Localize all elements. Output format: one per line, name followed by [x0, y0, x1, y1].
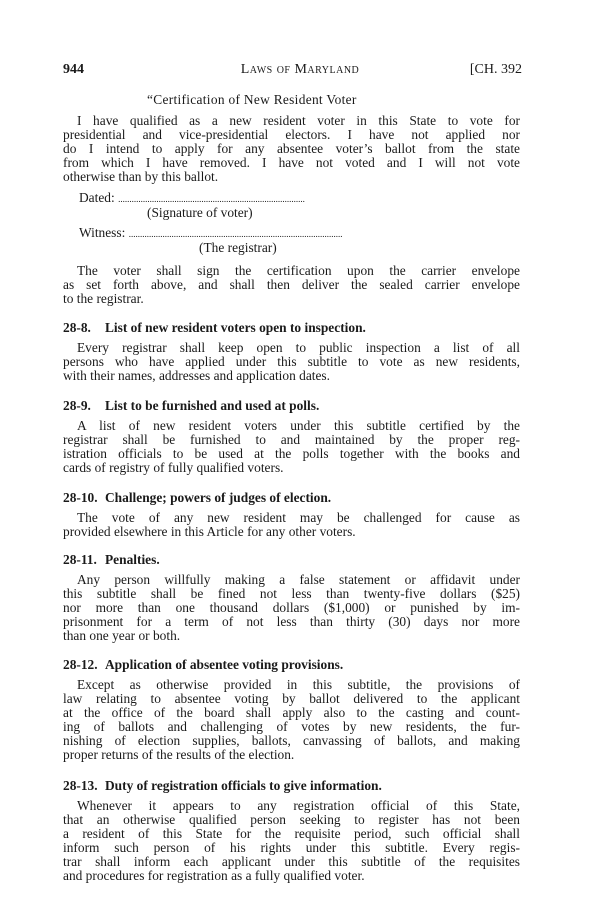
text-line: this subtitle shall be fined not less than twenty-five dollars ($25): [63, 587, 520, 601]
text-line: as set forth above, and shall then deliver the sealed carrier envelope: [63, 278, 520, 292]
text-line: Except as otherwise provided in this subtitle, the provisions of: [77, 678, 520, 692]
section-title: List to be furnished and used at polls.: [105, 398, 320, 413]
text-line: I have qualified as a new resident voter in this State to vote for: [77, 114, 520, 128]
signature-caption: (Signature of voter): [147, 206, 253, 220]
section-heading: [63, 320, 520, 336]
text-line: Every registrar shall keep open to public inspection a list of all: [77, 341, 520, 355]
section-title: Challenge; powers of judges of election.: [105, 490, 332, 505]
text-line: ing of ballots and challenging of votes by new residents, the fur-: [63, 720, 520, 734]
section-number: 28-11.: [63, 552, 97, 567]
text-line: Whenever it appears to any registration official of this State,: [77, 799, 520, 813]
registrar-caption: (The registrar): [199, 241, 277, 255]
text-line: presidential and vice-presidential electors. I have not applied nor: [63, 128, 520, 142]
text-line: istration officials to be used at the polls together with the books and: [63, 447, 520, 461]
dated-line: [63, 191, 520, 205]
dated-label: Dated:: [79, 191, 115, 205]
section-body: [63, 341, 520, 383]
text-line: persons who have applied under this subtitle to vote as new residents,: [63, 355, 520, 369]
voter-paragraph: [63, 264, 520, 306]
text-line: The voter shall sign the certification upon the carrier envelope: [77, 264, 520, 278]
text-line: cards of registry of fully qualified voters.: [63, 461, 284, 475]
witness-label: Witness:: [79, 226, 126, 240]
section-heading: [63, 552, 520, 568]
section-body: [63, 511, 520, 539]
section-28-10: [63, 490, 520, 539]
section-28-11: [63, 552, 520, 643]
text-line: prisonment for a term of not less than thirty (30) days nor more: [63, 615, 520, 629]
section-number: 28-12.: [63, 657, 98, 672]
section-heading: [63, 490, 520, 506]
text-line: registrar shall be furnished to and maintained by the proper reg-: [63, 433, 520, 447]
certification-block: [63, 93, 520, 255]
section-title: List of new resident voters open to inspection.: [105, 320, 366, 335]
text-line: to the registrar.: [63, 292, 144, 306]
text-line: A list of new resident voters under this subtitle certified by the: [77, 419, 520, 433]
section-number: 28-10.: [63, 490, 98, 505]
section-28-9: [63, 398, 520, 475]
section-number: 28-8.: [63, 320, 91, 335]
text-line: a resident of this State for the requisite period, such official shall: [63, 827, 520, 841]
section-heading: [63, 657, 520, 673]
section-body: [63, 419, 520, 475]
text-line: from which I have removed. I have not voted and I will not vote: [63, 156, 520, 170]
text-line: do I intend to apply for any absentee voter’s ballot from the state: [63, 142, 520, 156]
section-number: 28-9.: [63, 398, 91, 413]
page-number: 944: [63, 62, 84, 77]
text-line: trar shall inform each applicant under this subtitle of the requisites: [63, 855, 520, 869]
section-body: [63, 573, 520, 643]
dated-dots: ...................................................................................: [118, 194, 305, 204]
text-line: The vote of any new resident may be challenged for cause as: [77, 511, 520, 525]
section-title: Application of absentee voting provisions.: [105, 657, 344, 672]
section-28-12: [63, 657, 520, 762]
section-28-13: [63, 778, 520, 883]
section-28-8: [63, 320, 520, 383]
witness-line: [63, 226, 520, 240]
text-line: inform such person of his rights under this subtitle. Every regis-: [63, 841, 520, 855]
certification-title: “Certification of New Resident Voter: [147, 93, 357, 107]
text-line: provided elsewhere in this Article for any other voters.: [63, 525, 356, 539]
witness-dots: ...............................................................................................: [128, 229, 343, 239]
section-body: [63, 799, 520, 883]
section-title: Duty of registration officials to give information.: [105, 778, 382, 793]
chapter-label: [CH. 392: [469, 62, 522, 77]
text-line: law relating to absentee voting by ballot delivered to the applicant: [63, 692, 520, 706]
text-line: Any person willfully making a false statement or affidavit under: [77, 573, 520, 587]
text-line: otherwise than by this ballot.: [63, 170, 219, 184]
text-line: that an otherwise qualified person seeking to register has not been: [63, 813, 520, 827]
certification-text: [63, 114, 520, 184]
text-line: proper returns of the results of the election.: [63, 748, 295, 762]
text-line: than one year or both.: [63, 629, 181, 643]
text-line: nor more than one thousand dollars ($1,000) or punished by im-: [63, 601, 520, 615]
section-body: [63, 678, 520, 762]
text-line: and procedures for registration as a fully qualified voter.: [63, 869, 365, 883]
section-heading: [63, 778, 520, 794]
section-heading: [63, 398, 520, 414]
section-number: 28-13.: [63, 778, 98, 793]
running-title: Laws of Maryland: [240, 62, 360, 77]
text-line: with their names, addresses and application dates.: [63, 369, 330, 383]
text-line: nishing of election supplies, ballots, canvassing of ballots, and making: [63, 734, 520, 748]
text-line: at the office of the board shall apply also to the casting and count-: [63, 706, 520, 720]
section-title: Penalties.: [105, 552, 160, 567]
